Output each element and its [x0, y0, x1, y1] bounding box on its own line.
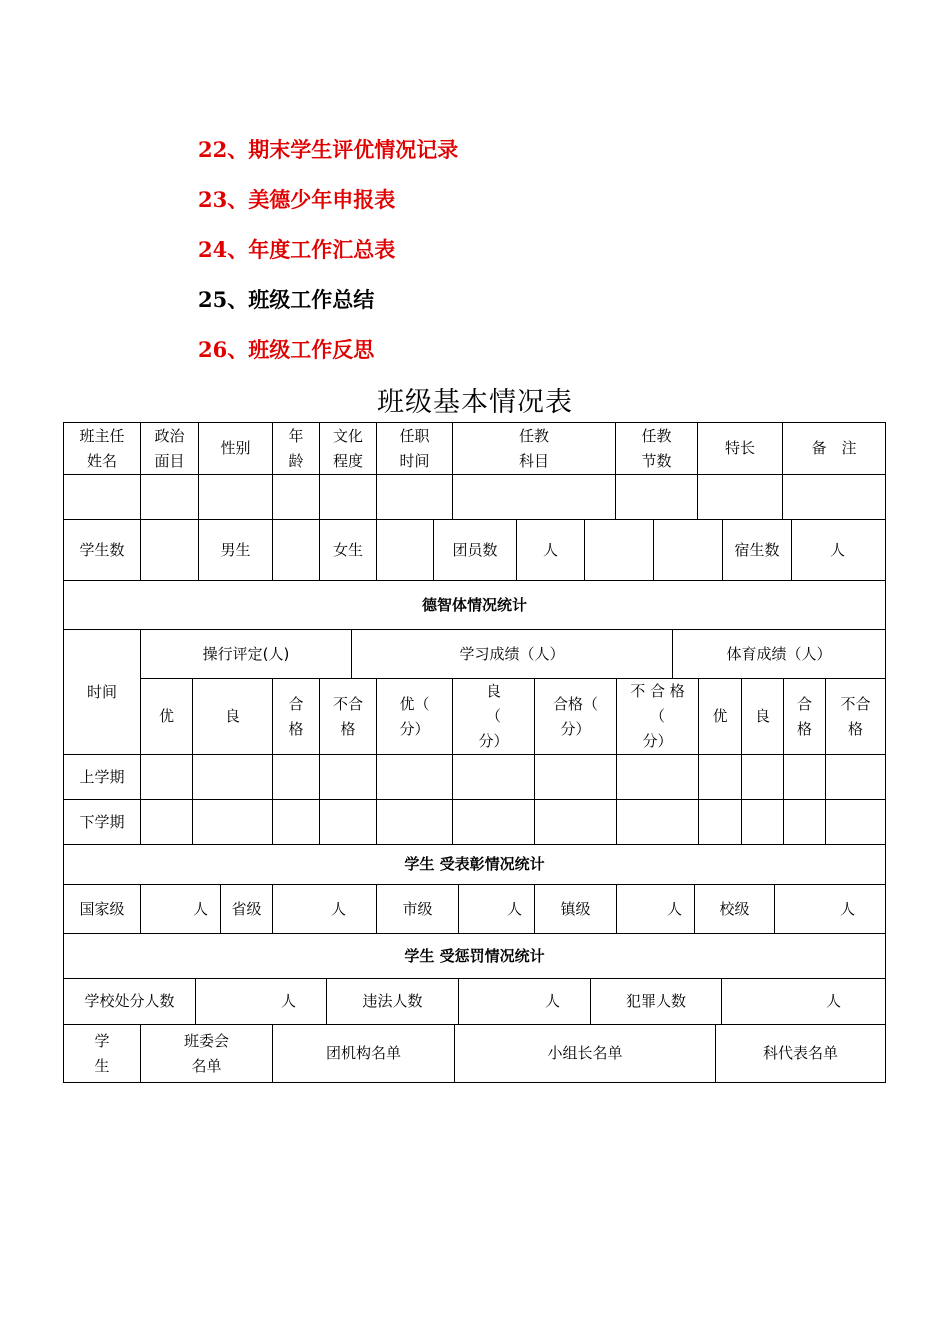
- roster-reps-label: 科代表名单: [762, 1044, 838, 1062]
- punish-school-unit: 人: [196, 979, 327, 1024]
- table-cell[interactable]: [453, 800, 535, 844]
- teacher-header-row: [64, 423, 885, 475]
- toc-item-26: 26、班级工作反思: [198, 337, 375, 362]
- term1-label: 上学期: [64, 755, 141, 799]
- punish-crime-unit: 人: [825, 992, 841, 1010]
- male-label: 男生: [199, 520, 273, 580]
- table-cell[interactable]: [193, 800, 273, 844]
- entry-periods[interactable]: [616, 475, 698, 519]
- roster-committee-label: 班委会 名单: [141, 1025, 273, 1082]
- table-cell[interactable]: [377, 800, 453, 844]
- league-unit: 人: [517, 520, 585, 580]
- award-city-unit: 人: [459, 885, 535, 933]
- term2-label: 下学期: [64, 800, 141, 844]
- table-cell[interactable]: [193, 755, 273, 799]
- awards-title-row: [64, 845, 885, 885]
- punish-section-title: 学生 受惩罚情况统计: [404, 946, 545, 965]
- entry-specialty[interactable]: [698, 475, 783, 519]
- toc-item-22: 22、期末学生评优情况记录: [198, 137, 459, 162]
- table-cell[interactable]: [273, 800, 320, 844]
- sub-conduct-good: 良: [193, 678, 273, 755]
- table-cell[interactable]: [320, 800, 377, 844]
- sub-pe-good: 良: [742, 678, 784, 755]
- class-info-table: [63, 422, 886, 1083]
- table-cell[interactable]: [535, 800, 617, 844]
- term2-row: [64, 800, 885, 845]
- header-periods: 任教 节数: [616, 423, 698, 474]
- table-cell[interactable]: [453, 755, 535, 799]
- toc-item-23: 23、美德少年申报表: [198, 187, 396, 212]
- roster-students-label: 学 生: [64, 1025, 141, 1082]
- table-cell[interactable]: [141, 800, 193, 844]
- rosters-row: [64, 1025, 885, 1082]
- award-national-unit: 人: [141, 885, 221, 933]
- award-provincial-label: 省级: [221, 885, 273, 933]
- sub-academic-good: 良 （ 分）: [453, 678, 535, 755]
- sub-academic-excellent: 优（ 分）: [377, 678, 453, 755]
- table-cell[interactable]: [617, 800, 699, 844]
- award-school-unit: 人: [839, 899, 855, 918]
- term1-row: [64, 755, 885, 800]
- stats-group-row: [141, 630, 885, 679]
- boarding-unit: 人: [829, 540, 845, 559]
- boarding-label: 宿生数: [723, 520, 792, 580]
- entry-remarks[interactable]: [783, 475, 885, 519]
- sub-academic-fail: 不 合 格 （ 分）: [617, 678, 699, 755]
- table-cell[interactable]: [320, 755, 377, 799]
- header-subject: 任教 科目: [453, 423, 616, 474]
- entry-age[interactable]: [273, 475, 320, 519]
- stats-section-title: 德智体情况统计: [421, 595, 527, 614]
- students-count-label: 学生数: [64, 520, 141, 580]
- award-provincial-unit: 人: [273, 885, 377, 933]
- blank-cell-a[interactable]: [585, 520, 654, 580]
- academic-group-label: 学习成绩（人）: [352, 630, 673, 678]
- punish-title-row: [64, 934, 885, 979]
- page-title: 班级基本情况表: [377, 387, 573, 418]
- sub-pe-pass: 合 格: [784, 678, 826, 755]
- stats-title-row: [64, 581, 885, 630]
- roster-groups-label: 小组长名单: [455, 1025, 716, 1082]
- award-city-label: 市级: [377, 885, 459, 933]
- table-cell[interactable]: [826, 755, 885, 799]
- award-national-label: 国家级: [64, 885, 141, 933]
- conduct-group-label: 操行评定(人): [141, 630, 352, 678]
- punish-illegal-label: 违法人数: [327, 979, 459, 1024]
- awards-section-title: 学生 受表彰情况统计: [404, 855, 545, 873]
- header-tenure: 任职 时间: [377, 423, 453, 474]
- table-cell[interactable]: [742, 800, 784, 844]
- toc-item-25: 25、班级工作总结: [198, 287, 375, 312]
- award-school-label: 校级: [695, 885, 775, 933]
- entry-politics[interactable]: [141, 475, 199, 519]
- header-remarks: 备 注: [811, 439, 857, 457]
- roster-league-label: 团机构名单: [273, 1025, 455, 1082]
- table-cell[interactable]: [784, 755, 826, 799]
- awards-row: [64, 885, 885, 934]
- header-teacher-name: 班主任 姓名: [64, 423, 141, 474]
- punish-row: [64, 979, 885, 1025]
- stats-header-row: [64, 630, 885, 755]
- students-count-value[interactable]: [141, 520, 199, 580]
- header-age: 年 龄: [273, 423, 320, 474]
- table-cell[interactable]: [617, 755, 699, 799]
- table-cell[interactable]: [141, 755, 193, 799]
- teacher-entry-row: [64, 475, 885, 520]
- blank-cell-b[interactable]: [654, 520, 723, 580]
- toc-item-24: 24、年度工作汇总表: [198, 237, 396, 262]
- table-cell[interactable]: [742, 755, 784, 799]
- table-cell[interactable]: [826, 800, 885, 844]
- header-gender: 性别: [199, 423, 273, 474]
- female-value[interactable]: [377, 520, 434, 580]
- stats-subheader-row: [141, 678, 885, 755]
- punish-crime-label: 犯罪人数: [591, 979, 722, 1024]
- table-cell[interactable]: [699, 755, 742, 799]
- entry-education[interactable]: [320, 475, 377, 519]
- award-town-label: 镇级: [535, 885, 617, 933]
- header-education: 文化 程度: [320, 423, 377, 474]
- punish-school-label: 学校处分人数: [64, 979, 196, 1024]
- sub-conduct-pass: 合 格: [273, 678, 320, 755]
- sub-academic-pass: 合格（ 分）: [535, 678, 617, 755]
- punish-illegal-unit: 人: [459, 979, 591, 1024]
- table-cell[interactable]: [273, 755, 320, 799]
- entry-teacher-name[interactable]: [64, 475, 141, 519]
- table-cell[interactable]: [377, 755, 453, 799]
- pe-group-label: 体育成绩（人）: [726, 644, 832, 663]
- toc-list: [198, 132, 458, 382]
- header-politics: 政治 面目: [141, 423, 199, 474]
- sub-pe-fail: 不合 格: [840, 694, 871, 738]
- sub-conduct-excellent: 优: [141, 678, 193, 755]
- male-value[interactable]: [273, 520, 320, 580]
- entry-subject[interactable]: [453, 475, 616, 519]
- header-specialty: 特长: [698, 423, 783, 474]
- time-label: 时间: [64, 630, 141, 755]
- award-town-unit: 人: [617, 885, 695, 933]
- table-cell[interactable]: [784, 800, 826, 844]
- entry-gender[interactable]: [199, 475, 273, 519]
- league-label: 团员数: [434, 520, 517, 580]
- students-row: [64, 520, 885, 581]
- table-cell[interactable]: [535, 755, 617, 799]
- table-cell[interactable]: [699, 800, 742, 844]
- sub-conduct-fail: 不合 格: [320, 678, 377, 755]
- entry-tenure[interactable]: [377, 475, 453, 519]
- female-label: 女生: [320, 520, 377, 580]
- sub-pe-excellent: 优: [699, 678, 742, 755]
